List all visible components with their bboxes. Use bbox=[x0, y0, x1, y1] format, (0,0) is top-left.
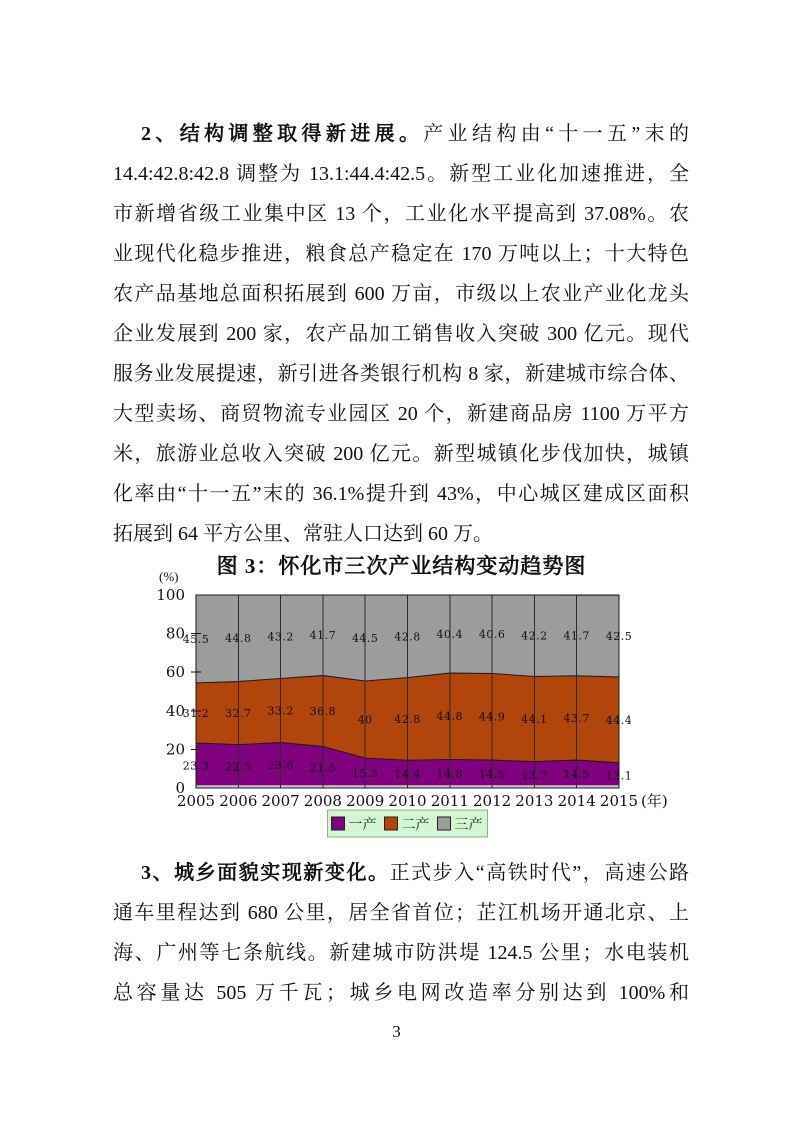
x-axis-label: 2012 bbox=[473, 792, 512, 810]
data-label: 23.6 bbox=[267, 759, 294, 773]
data-label: 21.5 bbox=[309, 761, 337, 775]
para1-line-4: 业现代化稳步推进，粮食总产稳定在 170 万吨以上；十大特色 bbox=[113, 243, 689, 265]
data-label: 14.8 bbox=[436, 767, 464, 781]
data-label: 40.6 bbox=[478, 628, 506, 642]
legend-label: 二产 bbox=[401, 817, 430, 833]
data-label: 42.8 bbox=[394, 630, 421, 644]
industry-structure-area-chart bbox=[113, 580, 690, 860]
x-axis-label: 2015 bbox=[599, 792, 639, 810]
y-axis-label: 60 bbox=[165, 663, 185, 682]
para2-line-3: 海、广州等七条航线。新建城市防洪堤 124.5 公里；水电装机 bbox=[113, 942, 689, 964]
data-label: 43.7 bbox=[563, 711, 590, 725]
y-axis-label: 0 bbox=[175, 779, 185, 797]
data-label: 42.5 bbox=[605, 630, 633, 644]
data-label: 45.5 bbox=[182, 632, 210, 646]
data-label: 40 bbox=[357, 713, 373, 727]
x-axis-label: 2006 bbox=[219, 792, 258, 810]
data-label: 44.8 bbox=[436, 710, 464, 724]
data-label: 36.8 bbox=[309, 704, 337, 718]
y-axis-label: 80 bbox=[165, 624, 185, 643]
data-label: 40.4 bbox=[436, 627, 464, 641]
y-axis-label: 20 bbox=[165, 740, 185, 759]
para1-line-1-text: 产业结构由“十一五”末的 bbox=[423, 123, 689, 145]
x-axis-unit-label: (年) bbox=[641, 792, 668, 810]
data-label: 13.1 bbox=[605, 769, 633, 783]
legend-label: 一产 bbox=[348, 817, 377, 833]
legend-swatch bbox=[332, 817, 345, 830]
para1-line-11: 拓展到 64 平方公里、常驻人口达到 60 万。 bbox=[113, 523, 493, 545]
para2-line-2: 通车里程达到 680 公里，居全省首位；芷江机场开通北京、上 bbox=[113, 902, 689, 924]
data-label: 44.8 bbox=[225, 632, 252, 646]
data-label: 44.9 bbox=[478, 710, 506, 724]
para2-line-1-text: 正式步入“高铁时代”，高速公路 bbox=[389, 862, 689, 884]
data-label: 14.5 bbox=[563, 768, 590, 782]
para1-line-7: 服务业发展提速，新引进各类银行机构 8 家，新建城市综合体、 bbox=[113, 363, 689, 385]
paragraph-urban-rural-change bbox=[113, 853, 689, 1013]
para1-line-5: 农产品基地总面积拓展到 600 万亩，市级以上农业产业化龙头 bbox=[113, 283, 689, 305]
data-label: 13.7 bbox=[521, 768, 548, 782]
para1-line-2: 14.4:42.8:42.8 调整为 13.1:44.4:42.5。新型工业化加速推进，全 bbox=[113, 163, 689, 185]
para1-line-9: 米，旅游业总收入突破 200 亿元。新型城镇化步伐加快，城镇 bbox=[113, 443, 689, 465]
para2-line-1 bbox=[113, 853, 689, 893]
chart-title: 图 3：怀化市三次产业结构变动趋势图 bbox=[216, 554, 587, 578]
data-label: 31.2 bbox=[182, 706, 210, 720]
x-axis-label: 2008 bbox=[303, 792, 342, 810]
x-axis-label: 2011 bbox=[430, 792, 469, 810]
x-axis-label: 2007 bbox=[261, 792, 300, 810]
page-number: 3 bbox=[392, 1022, 401, 1041]
data-label: 44.1 bbox=[521, 713, 548, 727]
x-axis-label: 2014 bbox=[557, 792, 596, 810]
para1-line-6: 企业发展到 200 家，农产品加工销售收入突破 300 亿元。现代 bbox=[113, 323, 689, 345]
data-label: 22.5 bbox=[225, 760, 252, 774]
data-label: 14.5 bbox=[478, 768, 506, 782]
data-label: 41.7 bbox=[309, 629, 337, 643]
para2-line-4: 总容量达 505 万千瓦；城乡电网改造率分别达到 100%和 bbox=[113, 982, 689, 1004]
x-axis-label: 2005 bbox=[176, 792, 216, 810]
para1-line-3: 市新增省级工业集中区 13 个，工业化水平提高到 37.08%。农 bbox=[113, 203, 689, 225]
data-label: 32.7 bbox=[225, 707, 252, 721]
y-axis-label: 100 bbox=[156, 586, 185, 604]
paragraph-structure-adjustment bbox=[113, 114, 689, 554]
y-axis-unit-label: (%) bbox=[159, 569, 179, 584]
data-label: 42.8 bbox=[394, 712, 421, 726]
data-label: 14.4 bbox=[394, 768, 421, 782]
section-heading-3: 3、城乡面貌实现新变化。 bbox=[141, 862, 390, 884]
x-axis-label: 2009 bbox=[346, 792, 385, 810]
section-heading-2: 2、结构调整取得新进展。 bbox=[141, 123, 424, 145]
para1-line-10: 化率由“十一五”末的 36.1%提升到 43%，中心城区建成区面积 bbox=[113, 483, 689, 505]
legend-swatch bbox=[438, 817, 451, 830]
data-label: 43.2 bbox=[267, 630, 294, 644]
data-label: 44.5 bbox=[351, 631, 379, 645]
figure-3-block bbox=[113, 550, 690, 862]
x-axis-label: 2010 bbox=[388, 792, 427, 810]
y-axis-label: 40 bbox=[165, 701, 185, 720]
para1-line-8: 大型卖场、商贸物流专业园区 20 个，新建商品房 1100 万平方 bbox=[113, 403, 689, 425]
legend-label: 三产 bbox=[454, 817, 483, 833]
para1-line-1 bbox=[113, 114, 689, 154]
data-label: 44.4 bbox=[605, 713, 633, 727]
data-label: 23.3 bbox=[182, 759, 210, 773]
legend-swatch bbox=[385, 817, 398, 830]
data-label: 15.5 bbox=[351, 767, 379, 781]
x-axis-label: 2013 bbox=[515, 792, 554, 810]
data-label: 41.7 bbox=[563, 629, 590, 643]
data-label: 33.2 bbox=[267, 704, 294, 718]
data-label: 42.2 bbox=[521, 629, 548, 643]
